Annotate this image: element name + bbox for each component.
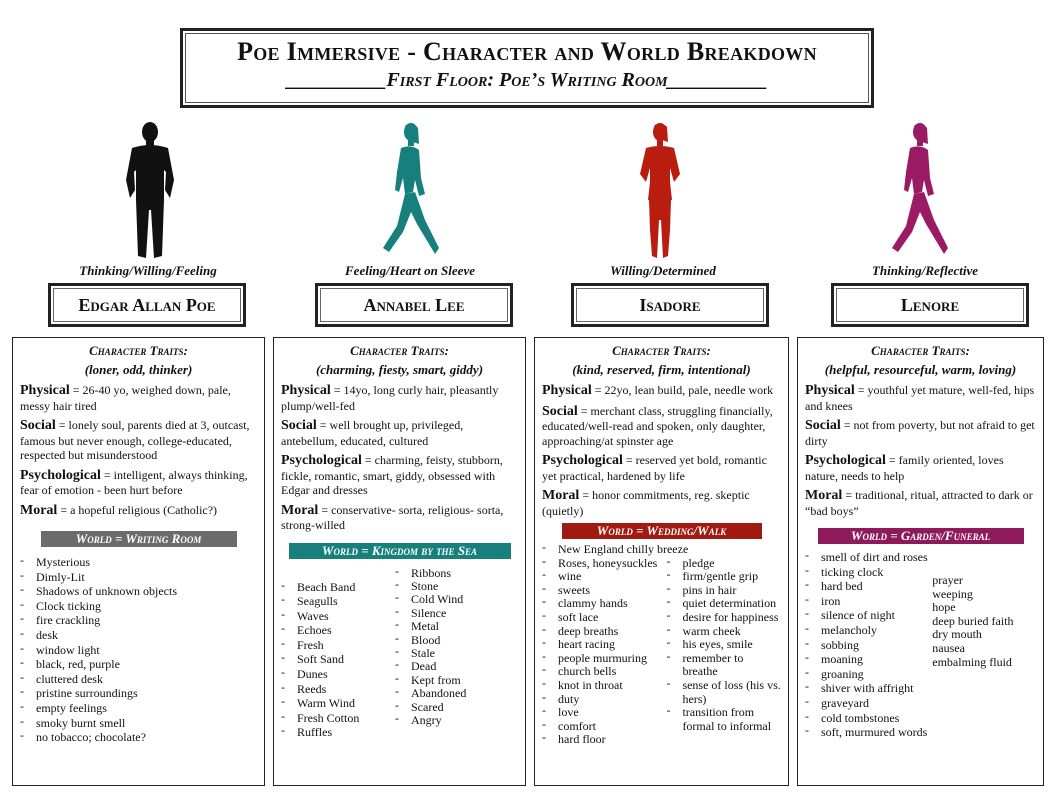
list-item: - Angry [395, 714, 515, 727]
list-item: - Ruffles [281, 725, 395, 740]
list-item: - Silence [395, 607, 515, 620]
list-item: - Warm Wind [281, 696, 395, 711]
list-item: dry mouth [932, 627, 982, 642]
traits-heading: Character Traits: [612, 343, 711, 358]
list-item: - ticking clock [805, 565, 932, 580]
character-card-isadore [534, 337, 789, 786]
trait-psychological: Psychological = family oriented, loves nature, needs to help [805, 453, 1004, 483]
list-item: - comfort [542, 720, 666, 734]
list-item: - knot in throat [542, 679, 666, 693]
trait-social: Social = merchant class, struggling financially, educated/well-read and spoken, only daughter, approaching/at spinster age [542, 403, 773, 448]
list-item: - love [542, 706, 666, 720]
trait-moral: Moral = traditional, ritual, attracted to dark or “bad boys” [805, 488, 1033, 518]
list-item: - Roses, honeysuckles [542, 557, 666, 571]
trait-moral: Moral = conservative- sorta, religious- sorta, strong-willed [281, 502, 504, 532]
list-item: - Dunes [281, 667, 395, 682]
list-item: - Waves [281, 609, 395, 624]
trait-physical: Physical = 14yo, long curly hair, pleasantly plump/well-fed [281, 383, 499, 413]
list-item: - remember to breathe [666, 652, 781, 679]
list-item: - clammy hands [542, 597, 666, 611]
list-item: - moaning [805, 652, 932, 667]
list-item: - quiet determination [666, 597, 781, 611]
list-item: - hard floor [542, 733, 666, 747]
name-box-poe: Edgar Allan Poe [48, 283, 246, 327]
list-item: - heart racing [542, 638, 666, 652]
world-banner: World = Wedding/Walk [562, 523, 762, 539]
tagline-lenore: Thinking/Reflective [871, 263, 979, 278]
world-list [666, 557, 781, 747]
world-list [805, 550, 932, 740]
trait-social: Social = not from poverty, but not afraid to get dirty [805, 418, 1035, 448]
list-item: - pledge [666, 557, 781, 571]
list-item: - smoky burnt smell [20, 716, 257, 731]
list-item: - pristine surroundings [20, 686, 257, 701]
list-item: - silence of night [805, 608, 932, 623]
name-box-annabel: Annabel Lee [315, 283, 513, 327]
list-item: - sobbing [805, 638, 932, 653]
list-item: - desire for happiness [666, 611, 781, 625]
list-item: nausea [932, 640, 965, 655]
list-item: - sense of loss (his vs. hers) [666, 679, 781, 706]
list-item: - hard bed [805, 579, 932, 594]
list-item: - Echoes [281, 623, 395, 638]
trait-psychological: Psychological = intelligent, always thinking, fear of emotion - been hurt before [20, 467, 248, 497]
world-banner: World = Garden/Funeral [818, 528, 1024, 544]
list-item: - transition from formal to informal [666, 706, 781, 733]
page-title: Poe Immersive - Character and World Breakdown [237, 37, 817, 66]
traits-heading: Character Traits: [89, 343, 188, 358]
woman-walking-silhouette-icon [373, 120, 453, 260]
traits-adjectives: (helpful, resourceful, warm, loving) [824, 362, 1017, 377]
trait-physical: Physical = 26-40 yo, weighed down, pale, messy hair tired [20, 383, 231, 413]
list-item: - Beach Band [281, 580, 395, 595]
tagline-isadore: Willing/Determined [610, 263, 716, 278]
traits-heading: Character Traits: [871, 343, 970, 358]
traits-adjectives: (loner, odd, thinker) [84, 362, 193, 377]
list-item: - church bells [542, 665, 666, 679]
tagline-annabel: Feeling/Heart on Sleeve [345, 263, 475, 278]
list-item: - Fresh [281, 638, 395, 653]
list-item: - iron [805, 594, 932, 609]
list-item: - soft, murmured words [805, 725, 932, 740]
trait-social: Social = lonely soul, parents died at 3, outcast, famous but never enough, college-educated, respected but misunderstood [20, 418, 250, 462]
list-item: - smell of dirt and roses [805, 550, 932, 565]
list-item: - fire crackling [20, 613, 257, 628]
character-card-annabel [273, 337, 526, 786]
list-item: - cluttered desk [20, 672, 257, 687]
list-item: - deep breaths [542, 625, 666, 639]
list-item: - soft lace [542, 611, 666, 625]
list-item: - duty [542, 693, 666, 707]
world-list [281, 580, 395, 741]
list-item: weeping [932, 586, 973, 601]
list-item: - shiver with affright [805, 681, 932, 696]
list-item: - New England chilly breeze [542, 543, 781, 557]
list-item: - Reeds [281, 682, 395, 697]
list-item: - groaning [805, 667, 932, 682]
trait-social: Social = well brought up, privileged, antebellum, educated, cultured [281, 418, 464, 448]
traits-adjectives: (kind, reserved, firm, intentional) [572, 362, 751, 377]
traits-adjectives: (charming, fiesty, smart, giddy) [315, 362, 484, 377]
list-item: deep buried faith [932, 613, 1014, 628]
list-item: - graveyard [805, 696, 932, 711]
world-list-unbulleted [932, 574, 1036, 740]
list-item: - wine [542, 570, 666, 584]
list-item: - Stone [395, 580, 515, 593]
world-list-top [542, 543, 781, 557]
list-item: - cold tombstones [805, 711, 932, 726]
world-list [20, 555, 257, 745]
list-item: - Mysterious [20, 555, 257, 570]
list-item: - firm/gentle grip [666, 570, 781, 584]
list-item: - pins in hair [666, 584, 781, 598]
name-box-isadore: Isadore [571, 283, 769, 327]
page-subtitle: __________First Floor: Poe’s Writing Room__________ [286, 69, 768, 91]
character-card-poe [12, 337, 265, 786]
name-box-lenore: Lenore [831, 283, 1029, 327]
list-item: - no tobacco; chocolate? [20, 730, 257, 745]
list-item: - Fresh Cotton [281, 711, 395, 726]
list-item: - his eyes, smile [666, 638, 781, 652]
list-item: hope [932, 600, 956, 615]
woman-walking-silhouette-icon [882, 120, 962, 260]
world-banner: World = Kingdom by the Sea [289, 543, 511, 559]
world-list [542, 557, 666, 747]
man-silhouette-icon [110, 120, 190, 260]
list-item: - Dead [395, 660, 515, 673]
trait-physical: Physical = youthful yet mature, well-fed, hips and knees [805, 383, 1035, 413]
list-item: - melancholy [805, 623, 932, 638]
tagline-poe: Thinking/Willing/Feeling [79, 263, 217, 278]
trait-moral: Moral = a hopeful religious (Catholic?) [20, 502, 218, 518]
list-item: - Seagulls [281, 594, 395, 609]
list-item: - Cold Wind [395, 593, 515, 606]
list-item: - black, red, purple [20, 657, 257, 672]
trait-physical: Physical = 22yo, lean build, pale, needle work [542, 383, 774, 398]
list-item: - empty feelings [20, 701, 257, 716]
title-box [180, 28, 874, 108]
list-item: - Stale [395, 647, 515, 660]
list-item: - Blood [395, 634, 515, 647]
list-item: - Clock ticking [20, 599, 257, 614]
list-item: - people murmuring [542, 652, 666, 666]
list-item: - Soft Sand [281, 652, 395, 667]
trait-psychological: Psychological = charming, feisty, stubborn, fickle, romantic, smart, giddy, obsessed with Edgar and dresses [281, 453, 503, 497]
list-item: - sweets [542, 584, 666, 598]
list-item: - Ribbons [395, 567, 515, 580]
list-item: - Abandoned [395, 687, 515, 700]
world-banner: World = Writing Room [41, 531, 237, 547]
list-item: - window light [20, 643, 257, 658]
trait-moral: Moral = honor commitments, reg. skeptic (quietly) [542, 488, 750, 518]
list-item: prayer [932, 573, 963, 587]
list-item: embalming fluid [932, 654, 1012, 669]
list-item: - warm cheek [666, 625, 781, 639]
list-item: - Kept from [395, 674, 515, 687]
traits-heading: Character Traits: [350, 343, 449, 358]
woman-standing-silhouette-icon [620, 120, 700, 260]
world-list [395, 567, 515, 741]
list-item: - Dimly-Lit [20, 570, 257, 585]
list-item: - Shadows of unknown objects [20, 584, 257, 599]
trait-psychological: Psychological = reserved yet bold, romantic yet practical, hardened by life [542, 453, 767, 483]
character-card-lenore [797, 337, 1044, 786]
list-item: - desk [20, 628, 257, 643]
list-item: - Scared [395, 701, 515, 714]
list-item: - Metal [395, 620, 515, 633]
